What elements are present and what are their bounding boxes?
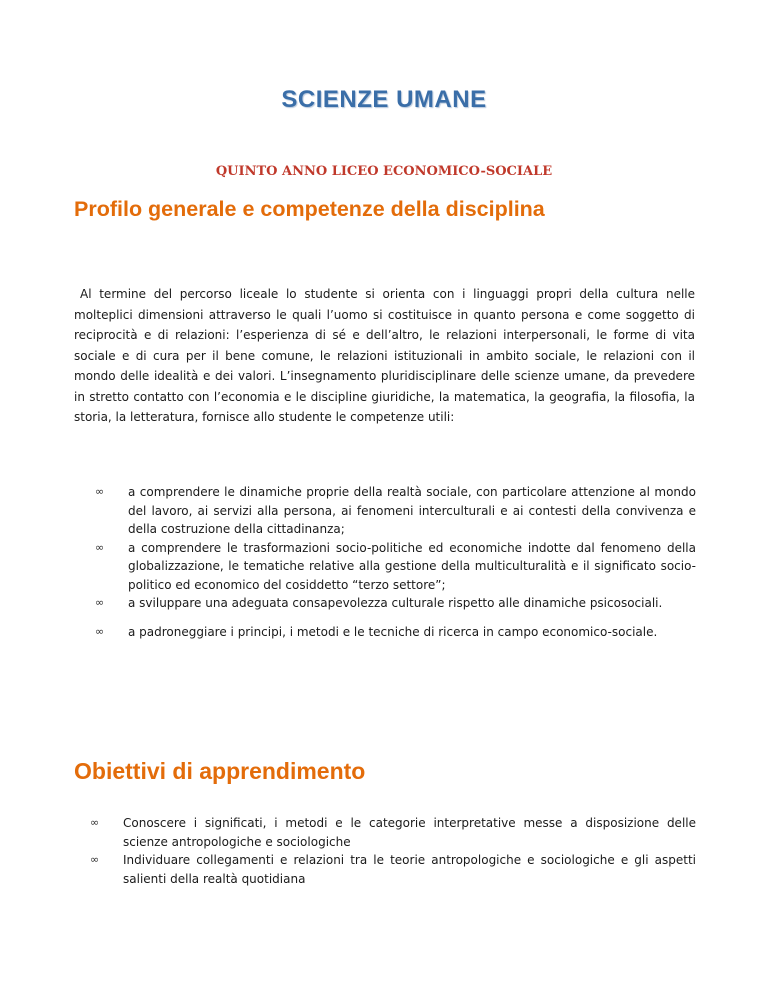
obiettivi-list bbox=[90, 814, 696, 888]
infinity-bullet-icon: ∞ bbox=[95, 596, 105, 609]
infinity-bullet-icon: ∞ bbox=[90, 816, 100, 829]
infinity-bullet-icon: ∞ bbox=[95, 485, 105, 498]
list-item bbox=[90, 851, 696, 888]
infinity-bullet-icon: ∞ bbox=[95, 624, 105, 638]
infinity-bullet-icon: ∞ bbox=[95, 540, 105, 554]
list-item-text: Conoscere i significati, i metodi e le categorie interpretative messe a disposizione delle scienze antropologiche e sociologiche bbox=[123, 816, 696, 849]
competenze-list bbox=[95, 483, 696, 641]
list-item bbox=[95, 483, 696, 539]
list-item bbox=[95, 623, 696, 642]
list-item bbox=[90, 814, 696, 851]
infinity-bullet-icon: ∞ bbox=[90, 853, 100, 866]
list-item-text: a comprendere le dinamiche proprie della realtà sociale, con particolare attenzione al mondo del lavoro, ai servizi alla persona, ai fenomeni interculturali e ai contesti della convivenza e della costruzione della cittadinanza; bbox=[128, 485, 696, 536]
list-item-text: a padroneggiare i principi, i metodi e le tecniche di ricerca in campo economico-sociale. bbox=[128, 624, 658, 639]
section-heading-obiettivi: Obiettivi di apprendimento bbox=[74, 758, 366, 784]
section-heading-profilo: Profilo generale e competenze della disciplina bbox=[74, 197, 545, 221]
list-item-text: a comprendere le trasformazioni socio-politiche ed economiche indotte dal fenomeno della globalizzazione, le tematiche relative alla gestione della multiculturalità e il significato socio-politico ed economico del cosiddetto “terzo settore”; bbox=[128, 540, 696, 592]
document-subtitle: QUINTO ANNO LICEO ECONOMICO-SOCIALE bbox=[215, 164, 553, 179]
list-item-text: a sviluppare una adeguata consapevolezza culturale rispetto alle dinamiche psicosociali. bbox=[128, 596, 663, 610]
list-item-text: Individuare collegamenti e relazioni tra le teorie antropologiche e sociologiche e gli aspetti salienti della realtà quotidiana bbox=[123, 853, 696, 886]
document-title: SCIENZE UMANE bbox=[281, 86, 487, 113]
list-item bbox=[95, 539, 696, 595]
intro-paragraph: Al termine del percorso liceale lo studente si orienta con i linguaggi propri della cultura nelle molteplici dimensioni attraverso le quali l’uomo si costituisce in quanto persona e come soggetto di reciprocità e di relazioni: l’esperienza di sé e dell’altro, le relazioni interpersonali, le forme di vita sociale e di cura per il bene comune, le relazioni istituzionali in ambito sociale, le relazioni con il mondo delle idealità e dei valori. L’insegnamento pluridisciplinare delle scienze umane, da prevedere in stretto contatto con l’economia e le discipline giuridiche, la matematica, la geografia, la filosofia, la storia, la letteratura, fornisce allo studente le competenze utili: bbox=[74, 287, 695, 424]
list-item bbox=[95, 594, 696, 613]
